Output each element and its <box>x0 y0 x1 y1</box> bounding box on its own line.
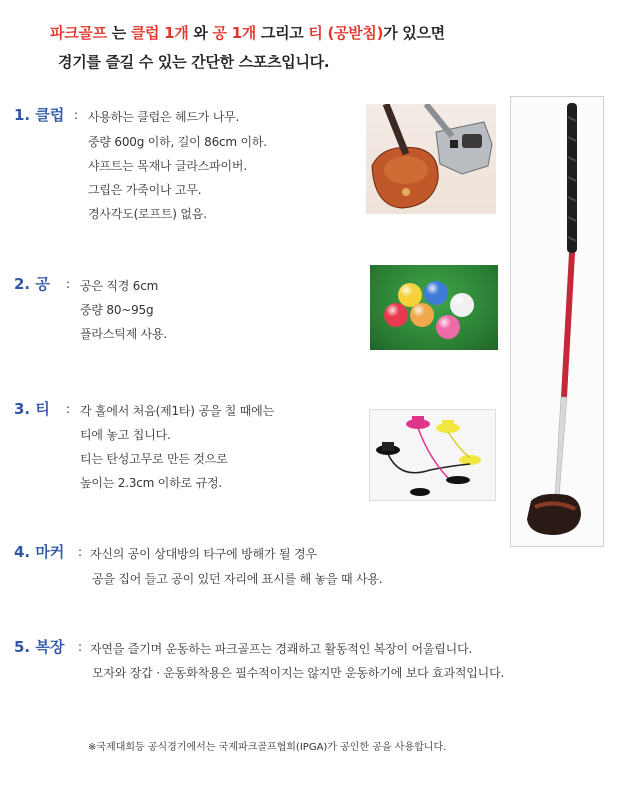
intro-line-2: 경기를 즐길 수 있는 간단한 스포츠입니다. <box>58 53 330 71</box>
section-line: 각 홀에서 처음(제1타) 공을 칠 때에는 <box>80 404 274 418</box>
intro-segment: 파크골프 <box>50 24 107 42</box>
colored-balls-photo <box>370 265 498 350</box>
section-heading-marker: 4. 마커 <box>14 543 65 561</box>
intro-segment: 그리고 <box>255 24 309 42</box>
section-colon: : <box>78 640 83 654</box>
footnote: ※국제대회등 공식경기에서는 국제파크골프협회(IPGA)가 공인한 공을 사용합니다. <box>88 742 447 753</box>
section-line: 그립은 가죽이나 고무. <box>88 183 202 197</box>
intro-segment: 공 1개 <box>212 24 256 42</box>
section-line: 중량 600g 이하, 길이 86cm 이하. <box>88 135 267 149</box>
section-colon: : <box>66 277 71 291</box>
intro-segment: 클럽 1개 <box>130 24 189 42</box>
section-heading-club: 1. 클럽 <box>14 106 65 124</box>
section-line: 높이는 2.3cm 이하로 규정. <box>80 476 222 490</box>
intro-segment: (공받침) <box>322 24 384 42</box>
intro-segment: 가 있으면 <box>383 24 445 42</box>
section-line: 티는 탄성고무로 만든 것으로 <box>80 452 228 466</box>
section-line: 공을 집어 들고 공이 있던 자리에 표시를 해 놓을 때 사용. <box>92 572 383 586</box>
full-club-photo <box>510 96 604 547</box>
section-line: 자신의 공이 상대방의 타구에 방해가 될 경우 <box>90 547 317 561</box>
section-line: 경사각도(로프트) 없음. <box>88 207 207 221</box>
club-heads-photo <box>366 104 496 214</box>
section-heading-ball: 2. 공 <box>14 275 50 293</box>
section-line: 자연을 즐기며 운동하는 파크골프는 경쾌하고 활동적인 복장이 어울립니다. <box>90 642 473 656</box>
section-line: 공은 직경 6cm <box>80 279 159 293</box>
section-colon: : <box>66 402 71 416</box>
section-heading-attire: 5. 복장 <box>14 638 65 656</box>
section-line: 중량 80~95g <box>80 303 154 317</box>
intro-segment: 와 <box>188 24 213 42</box>
section-colon: : <box>74 108 79 122</box>
intro-segment: 는 <box>106 24 131 42</box>
section-line: 모자와 장갑 · 운동화착용은 필수적이지는 않지만 운동하기에 보다 효과적입니다. <box>92 666 505 680</box>
section-colon: : <box>78 545 83 559</box>
section-line: 샤프트는 목재나 글라스파이버. <box>88 159 247 173</box>
intro-line-1 <box>50 22 445 43</box>
section-line: 사용하는 클럽은 헤드가 나무. <box>88 110 240 124</box>
section-line: 티에 놓고 칩니다. <box>80 428 171 442</box>
section-line: 플라스틱제 사용. <box>80 327 167 341</box>
section-heading-tee: 3. 티 <box>14 400 50 418</box>
rubber-tees-photo <box>369 409 496 501</box>
intro-segment: 티 <box>308 24 323 42</box>
